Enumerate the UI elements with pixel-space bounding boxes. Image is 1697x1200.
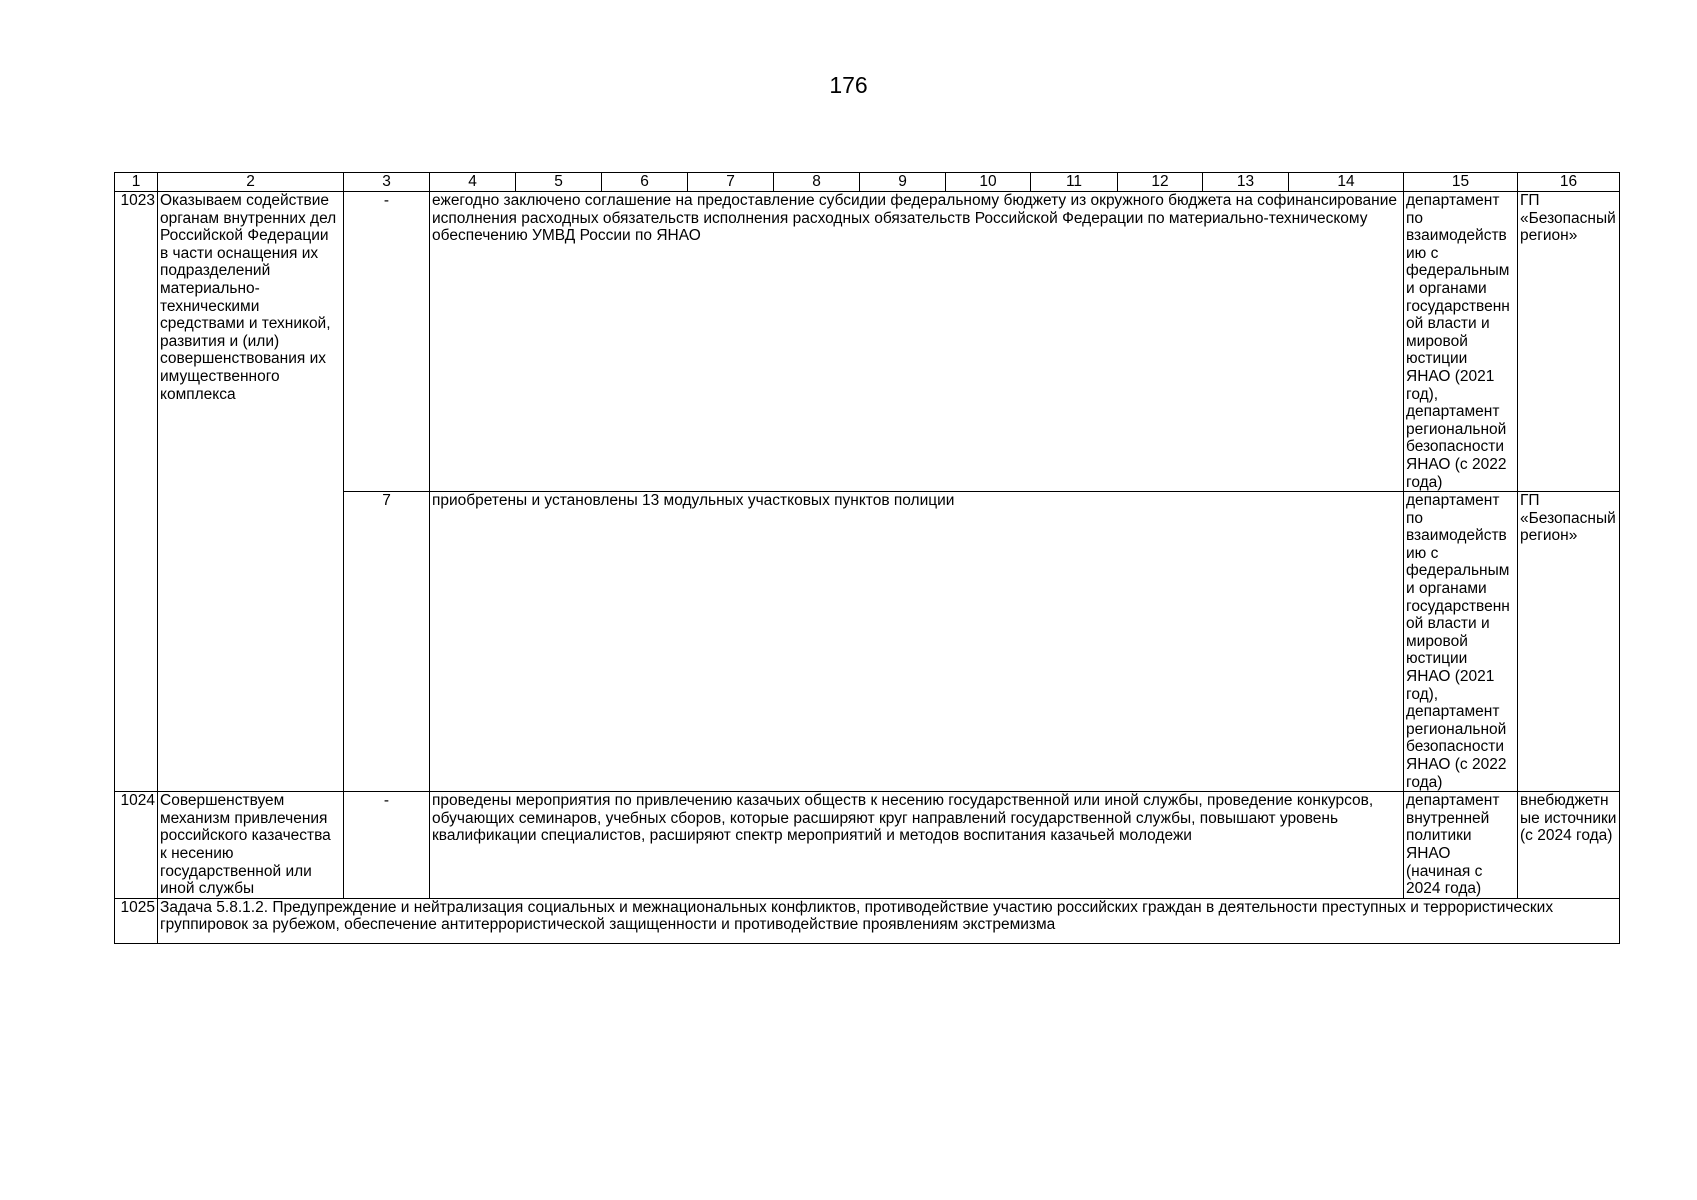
header-cell: 10 [946,173,1031,192]
header-cell: 12 [1118,173,1203,192]
measure-cell: Оказываем содействие органам внутренних дел Российской Федерации в части оснащения их подразделений материально-техническими средствами и техникой, развития и (или) совершенствования их имущественного комплекса [158,192,344,792]
result-cell: приобретены и установлены 13 модульных участковых пунктов полиции [430,492,1404,792]
header-cell: 1 [115,173,158,192]
plan-table [114,172,1620,944]
col3-cell: - [344,792,430,899]
table-row [115,192,1620,492]
source-cell: ГП «Безопасный регион» [1518,192,1620,492]
responsible-cell: департамент внутренней политики ЯНАО (начиная с 2024 года) [1404,792,1518,899]
header-cell: 13 [1203,173,1289,192]
responsible-cell: департамент по взаимодействию с федеральными органами государственной власти и мировой юстиции ЯНАО (2021 год), департамент региональной безопасности ЯНАО (с 2022 года) [1404,192,1518,492]
header-cell: 5 [516,173,602,192]
header-cell: 4 [430,173,516,192]
header-cell: 14 [1289,173,1404,192]
header-cell: 3 [344,173,430,192]
header-cell: 9 [860,173,946,192]
header-cell: 6 [602,173,688,192]
source-cell: ГП «Безопасный регион» [1518,492,1620,792]
table-row [115,792,1620,899]
row-number: 1024 [115,792,158,899]
header-cell: 15 [1404,173,1518,192]
header-row [115,173,1620,192]
page-number: 176 [829,72,868,98]
source-cell: внебюджетные источники (с 2024 года) [1518,792,1620,899]
row-number: 1023 [115,192,158,792]
table-row [115,898,1620,943]
row-number: 1025 [115,898,158,943]
header-cell: 8 [774,173,860,192]
result-cell: ежегодно заключено соглашение на предоставление субсидии федеральному бюджету из окружного бюджета на софинансирование исполнения расходных обязательств исполнения расходных обязательств Российской Федерации по материально-техническому обеспечению УМВД России по ЯНАО [430,192,1404,492]
measure-cell: Совершенствуем механизм привлечения российского казачества к несению государственной или иной службы [158,792,344,899]
result-cell: проведены мероприятия по привлечению казачьих обществ к несению государственной или иной службы, проведение конкурсов, обучающих семинаров, учебных сборов, которые расширяют круг направлений государственной службы, повышают уровень квалификации специалистов, расширяют спектр мероприятий и методов воспитания казачьей молодежи [430,792,1404,899]
col3-cell: 7 [344,492,430,792]
header-cell: 2 [158,173,344,192]
task-cell: Задача 5.8.1.2. Предупреждение и нейтрализация социальных и межнациональных конфликтов, противодействие участию российских граждан в деятельности преступных и террористических группировок за рубежом, обеспечение антитеррористической защищенности и противодействие проявлениям экстремизма [158,898,1620,943]
header-cell: 11 [1031,173,1118,192]
header-cell: 16 [1518,173,1620,192]
responsible-cell: департамент по взаимодействию с федеральными органами государственной власти и мировой юстиции ЯНАО (2021 год), департамент региональной безопасности ЯНАО (с 2022 года) [1404,492,1518,792]
header-cell: 7 [688,173,774,192]
col3-cell: - [344,192,430,492]
